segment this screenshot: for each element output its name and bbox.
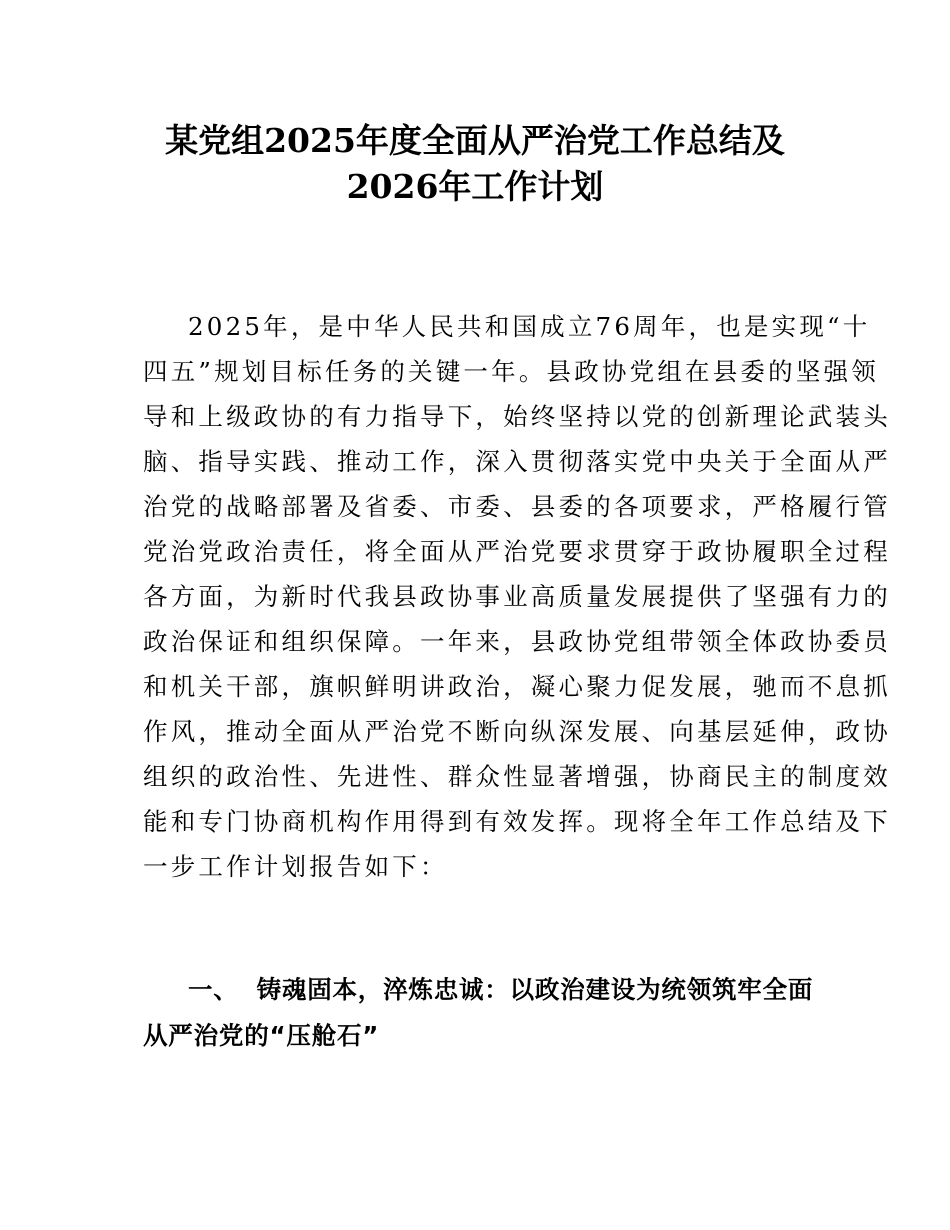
paragraph-line: 2025年，是中华人民共和国成立76周年，也是实现“十 xyxy=(188,312,871,341)
paragraph-line: 四五”规划目标任务的关键一年。县政协党组在县委的坚强领 xyxy=(143,357,879,386)
document-title xyxy=(100,118,850,210)
section-title-part-1: 铸魂固本，淬炼忠诚：以政治建设为统领筑牢全面 xyxy=(256,975,814,1004)
section-1-heading xyxy=(143,967,814,1059)
paragraph-line: 导和上级政协的有力指导下，始终坚持以党的创新理论武装头 xyxy=(143,402,891,431)
paragraph-line: 能和专门协商机构作用得到有效发挥。现将全年工作总结及下 xyxy=(143,807,891,836)
intro-paragraph xyxy=(143,304,891,889)
paragraph-line: 治党的战略部署及省委、市委、县委的各项要求，严格履行管 xyxy=(143,492,891,521)
paragraph-line: 一步工作计划报告如下： xyxy=(143,852,448,881)
section-number: 一、 xyxy=(188,975,239,1004)
paragraph-line: 作风，推动全面从严治党不断向纵深发展、向基层延伸，政协 xyxy=(143,717,891,746)
paragraph-line: 和机关干部，旗帜鲜明讲政治，凝心聚力促发展，驰而不息抓 xyxy=(143,672,891,701)
paragraph-line: 各方面，为新时代我县政协事业高质量发展提供了坚强有力的 xyxy=(143,582,891,611)
section-heading-line-2: 从严治党的“压舱石” xyxy=(143,1021,380,1050)
paragraph-line: 脑、指导实践、推动工作，深入贯彻落实党中央关于全面从严 xyxy=(143,447,891,476)
title-line-2: 2026年工作计划 xyxy=(346,167,604,206)
paragraph-line: 政治保证和组织保障。一年来，县政协党组带领全体政协委员 xyxy=(143,627,891,656)
paragraph-line: 党治党政治责任，将全面从严治党要求贯穿于政协履职全过程 xyxy=(143,537,891,566)
title-line-1: 某党组2025年度全面从严治党工作总结及 xyxy=(165,121,785,160)
paragraph-line: 组织的政治性、先进性、群众性显著增强，协商民主的制度效 xyxy=(143,762,891,791)
section-heading-line-1 xyxy=(143,967,814,1013)
